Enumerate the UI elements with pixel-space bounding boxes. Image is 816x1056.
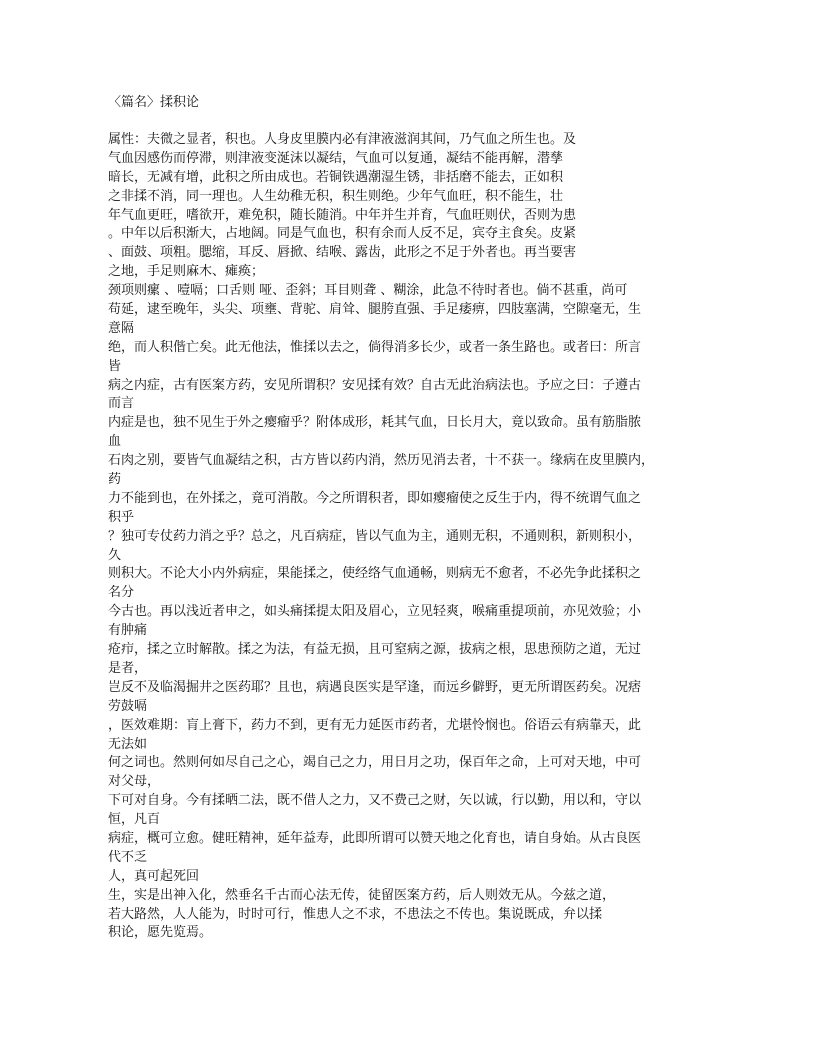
text-line: 是者， [108, 660, 148, 676]
document-body [108, 131, 718, 943]
text-line: 岂反不及临渴掘井之医药耶？且也，病遇良医实是罕逢，而远乡僻野，更无所谓医药矣。况痞 [108, 679, 642, 695]
text-line: 恒，凡百 [108, 812, 161, 828]
title-spacer [108, 112, 718, 131]
text-line: 则积大。不论大小内外病症，果能揉之，使经络气血通畅，则病无不愈者，不必先争此揉积之 [108, 566, 642, 582]
text-line: 皆 [108, 358, 122, 374]
text-line: 久 [108, 547, 122, 563]
text-line: 力不能到也，在外揉之，竟可消散。今之所谓积者，即如瘿瘤使之反生于内，得不统谓气血之 [108, 490, 642, 506]
text-line: 病症，概可立愈。健旺精神，延年益寿，此即所谓可以赞天地之化育也，请自身始。从古良医 [108, 830, 642, 846]
text-line: ，医效难期：肓上膏下，药力不到，更有无力延医市药者，尤堪怜悯也。俗语云有病靠天，此 [108, 717, 642, 733]
text-line: 意隔 [108, 320, 135, 336]
text-line: 人，真可起死回 [108, 868, 200, 884]
document-page [108, 94, 718, 943]
text-line: 生，实是出神入化，然垂名千古而心法无传，徒留医案方药，后人则效无从。今兹之道， [108, 887, 616, 903]
text-line: 而言 [108, 396, 135, 412]
text-line: 对父母， [108, 774, 161, 790]
text-line: 石肉之别，要皆气血凝结之积，古方皆以药内消，然历见消去者，十不获一。缘病在皮里膜内， [108, 453, 655, 469]
text-line: 下可对自身。今有揉晒二法，既不借人之力，又不费己之财，矢以诚，行以勤，用以和，守以 [108, 793, 642, 809]
text-line: 代不乏 [108, 849, 148, 865]
text-line: 劳鼓嗝 [108, 698, 148, 714]
text-line: 颈项则瘰 、噎嗝；口舌则 哑、歪斜；耳目则聋 、糊涂，此急不待时者也。倘不甚重，尚可 [108, 283, 628, 299]
text-line: 病之内症，古有医案方药，安见所谓积？安见揉有效？自古无此治病法也。予应之曰：子遵古 [108, 377, 642, 393]
text-line: 苟延，逮至晚年，头尖、项壅、背驼、肩耸、腿胯直强、手足痿痹，四肢塞满，空隙毫无，生 [108, 302, 642, 318]
text-line: 疮疖，揉之立时解散。揉之为法，有益无损，且可窒病之源，拔病之根，思患预防之道，无过 [108, 642, 642, 658]
text-line: 属性：夫微之显者，积也。人身皮里膜内必有津液滋润其间，乃气血之所生也。及 [108, 132, 577, 147]
text-line: 名分 [108, 585, 135, 601]
text-line: 积乎 [108, 509, 135, 525]
text-line: 今古也。再以浅近者申之，如头痛揉提太阳及眉心，立见轻爽，喉痛重提项前，亦见效验；小 [108, 604, 642, 620]
text-line: 积论，愿先览焉。 [108, 925, 213, 941]
text-line: 年气血更旺，嗜欲开，难免积，随长随消。中年并生并育，气血旺则伏，否则为患 [108, 207, 577, 223]
text-line: 绝，而人积偕亡矣。此无他法，惟揉以去之，倘得消多长少，或者一条生路也。或者曰：所言 [108, 339, 642, 355]
text-line: 药 [108, 472, 122, 488]
document-title: 〈篇名〉揉积论 [108, 95, 200, 110]
text-line: ？独可专仗药力消之乎？总之，凡百病症，皆以气血为主，通则无积，不通则积，新则积小， [108, 528, 642, 544]
text-line: 内症是也，独不见生于外之瘿瘤乎？附体成形，耗其气血，日长月大，竟以致命。虽有筋脂脓 [108, 415, 642, 431]
text-line: 之地，手足则麻木、瘫痪； [108, 264, 265, 280]
text-line: 血 [108, 434, 122, 450]
text-line: 有肿痛 [108, 623, 148, 639]
text-line: 之非揉不消，同一理也。人生幼稚无积，积生则绝。少年气血旺，积不能生，壮 [108, 188, 564, 204]
text-line: 无法如 [108, 736, 148, 752]
text-line: 何之词也。然则何如尽自己之心，竭自己之力，用日月之功，保百年之命，上可对天地，中可 [108, 755, 642, 771]
text-line: 。中年以后积渐大，占地阔。同是气血也，积有余而人反不足，宾夺主食矣。皮紧 [108, 226, 577, 242]
text-line: 、面鼓、项粗。腮缩，耳反、唇掀、结喉、露齿，此形之不足于外者也。再当要害 [108, 245, 577, 261]
text-line: 暗长，无减有增，此积之所由成也。若铜铁遇潮湿生锈，非括磨不能去，正如积 [108, 169, 564, 185]
text-line: 气血因感伤而停滞，则津液变涎沫以凝结，气血可以复通，凝结不能再解，潜孳 [108, 150, 564, 166]
text-line: 若大路然，人人能为，时时可行，惟患人之不求，不患法之不传也。集说既成，弁以揉 [108, 906, 603, 922]
